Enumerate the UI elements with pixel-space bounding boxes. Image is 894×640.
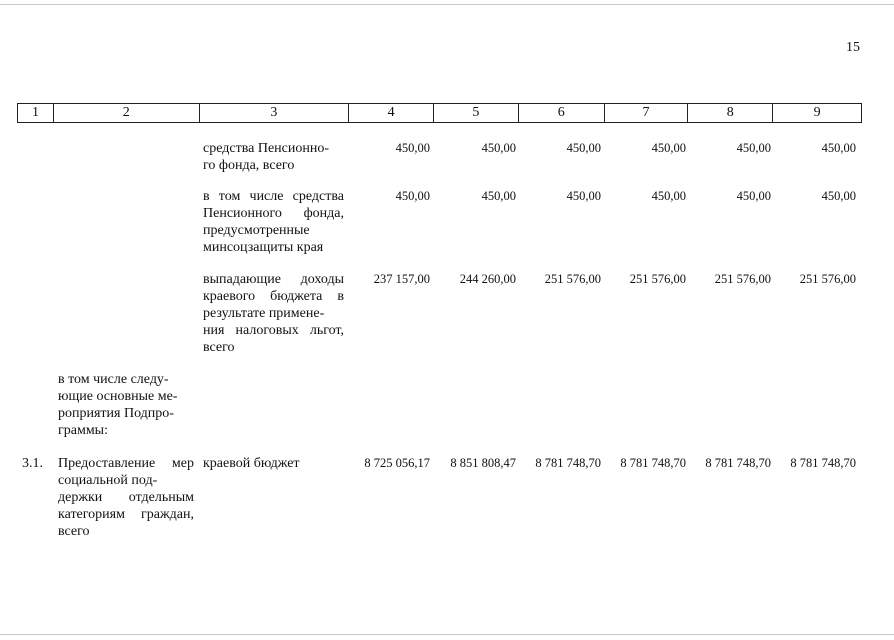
row3-col3-text: выпадающие доходы краевого бюджета в результате примене- ния налоговых льгот, всего xyxy=(203,272,344,355)
header-col-9: 9 xyxy=(813,105,821,120)
row1-val-7: 450,00 xyxy=(651,141,686,155)
row3-val-6: 251 576,00 xyxy=(544,272,601,286)
row3-val-4: 237 157,00 xyxy=(373,272,430,286)
row5-col2-text: Предоставление мер социальной под- держки отдельным категориям граждан, всего xyxy=(58,456,194,539)
row5-val-6: 8 781 748,70 xyxy=(535,456,601,470)
row1-col3-text: средства Пенсионно- го фонда, всего xyxy=(203,141,330,173)
row5-val-7: 8 781 748,70 xyxy=(620,456,686,470)
row3-val-8: 251 576,00 xyxy=(714,272,771,286)
header-col-7: 7 xyxy=(605,104,689,122)
header-col-8: 8 xyxy=(688,104,773,122)
row1-val-4: 450,00 xyxy=(395,141,430,155)
scan-edge-top xyxy=(0,4,894,5)
row5-val-9: 8 781 748,70 xyxy=(790,456,856,470)
page-number: 15 xyxy=(846,40,860,55)
row2-val-8: 450,00 xyxy=(736,189,771,203)
row3-val-9: 251 576,00 xyxy=(799,272,856,286)
row2-val-6: 450,00 xyxy=(566,189,601,203)
row1-val-9: 450,00 xyxy=(821,141,856,155)
row1-val-5: 450,00 xyxy=(481,141,516,155)
row5-val-8: 8 781 748,70 xyxy=(705,456,771,470)
row5-number: 3.1. xyxy=(22,456,43,471)
row2-val-5: 450,00 xyxy=(481,189,516,203)
header-col-4: 4 xyxy=(349,104,434,122)
row5-val-5: 8 851 808,47 xyxy=(450,456,516,470)
row2-col3-text: в том числе средства Пенсионного фонда, предусмотренные минсоцзащиты края xyxy=(203,189,344,255)
row2-val-4: 450,00 xyxy=(395,189,430,203)
header-col-1: 1 xyxy=(18,104,54,122)
row3-val-5: 244 260,00 xyxy=(459,272,516,286)
row5-val-4: 8 725 056,17 xyxy=(364,456,430,470)
header-col-6: 6 xyxy=(519,104,605,122)
row3-val-7: 251 576,00 xyxy=(629,272,686,286)
scan-edge-bottom xyxy=(0,634,894,635)
table-header-row xyxy=(17,103,862,123)
header-col-2: 2 xyxy=(54,104,200,122)
header-col-5: 5 xyxy=(434,104,519,122)
row4-col2-text: в том числе следу- ющие основные ме- роприятия Подпро- граммы: xyxy=(58,372,178,438)
row2-val-9: 450,00 xyxy=(821,189,856,203)
row2-val-7: 450,00 xyxy=(651,189,686,203)
row1-val-8: 450,00 xyxy=(736,141,771,155)
header-col-3: 3 xyxy=(200,104,350,122)
row1-val-6: 450,00 xyxy=(566,141,601,155)
row5-col3-text: краевой бюджет xyxy=(203,456,300,471)
